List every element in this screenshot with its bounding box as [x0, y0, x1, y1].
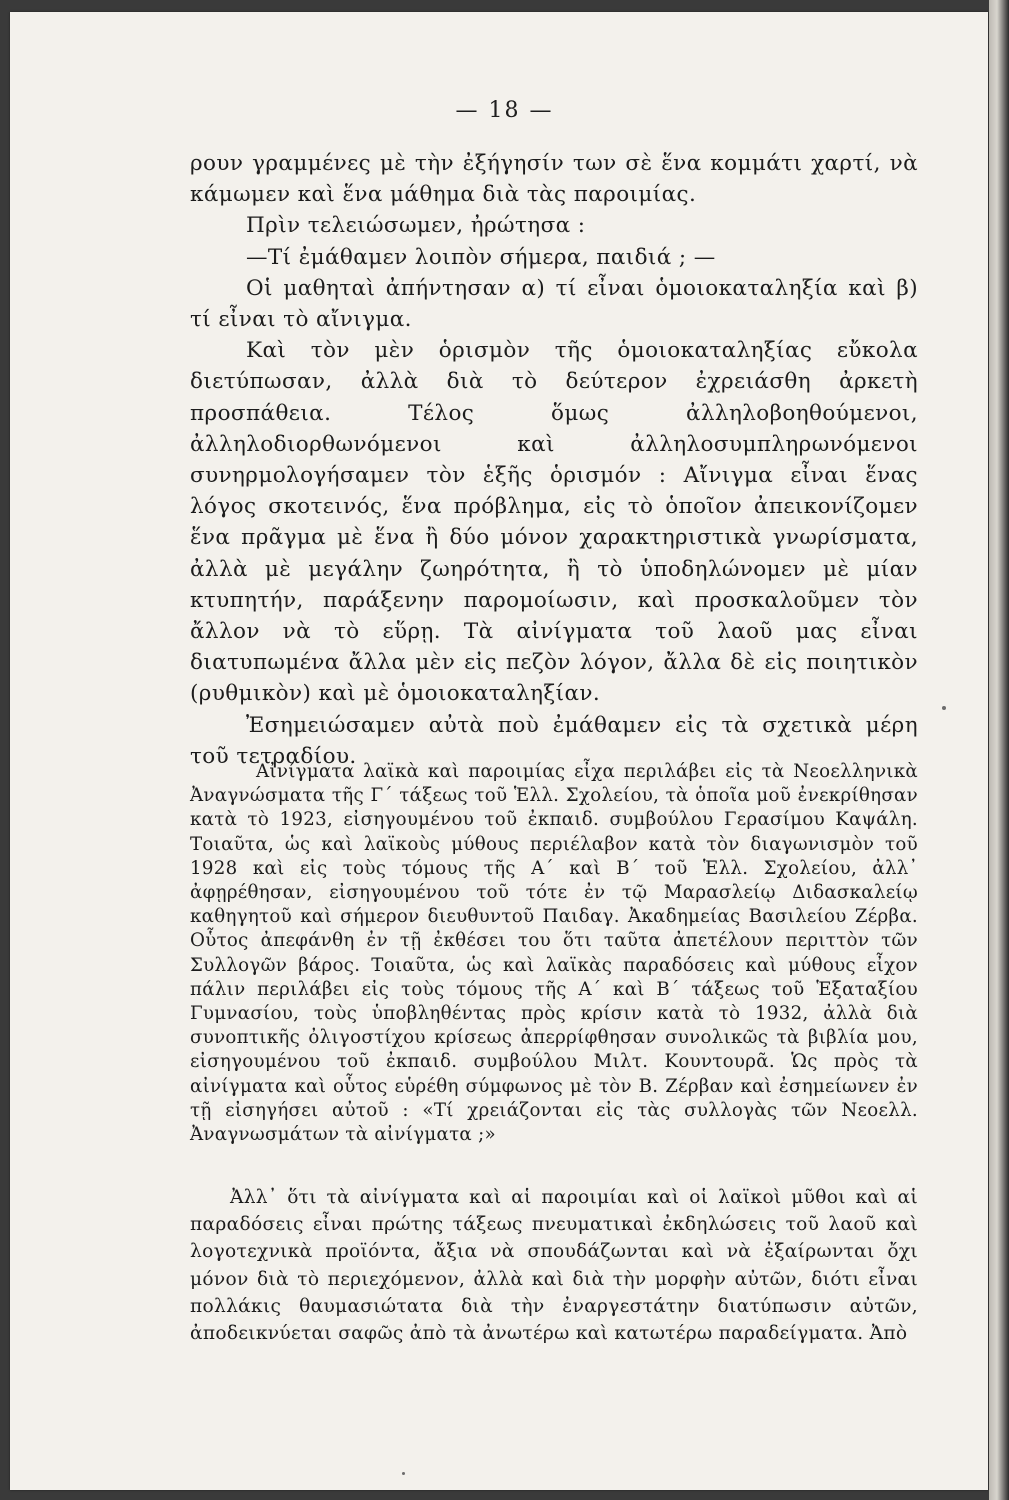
closing-paragraph: Ἀλλ᾿ ὅτι τὰ αἰνίγματα καὶ αἱ παροιμίαι καὶ οἱ λαϊκοὶ μῦθοι καὶ αἱ παραδόσεις εἶναι πρώτης τάξεως πνευματικαὶ ἐκδηλώσεις τοῦ λαοῦ καὶ λογοτεχνικὰ προϊόντα, ἄξια νὰ σπουδάζωνται καὶ νὰ ἐξαίρωνται ὄχι μόνον διὰ τὸ περιεχόμενον, ἀλλὰ καὶ διὰ τὴν μορφὴν αὐτῶν, διότι εἶναι πολλάκις θαυμασιώτατα διὰ τὴν ἐναργεστάτην διατύπωσιν αὐτῶν, ἀποδεικνύεται σαφῶς ἀπὸ τὰ ἀνωτέρω καὶ κατωτέρω παραδείγματα. Ἀπὸ: [190, 1187, 918, 1345]
main-paragraph-4: Οἱ μαθηταὶ ἀπήντησαν α) τί εἶναι ὁμοιοκαταληξία καὶ β) τί εἶναι τὸ αἴνιγμα.: [190, 275, 918, 333]
main-text: [190, 148, 918, 772]
closing-text: [190, 1184, 918, 1347]
main-paragraph-6: Ἐσημειώσαμεν αὐτὰ ποὺ ἐμάθαμεν εἰς τὰ σχετικὰ μέρη τοῦ τετραδίου.: [190, 712, 918, 769]
page-edge-shadow: [989, 0, 1009, 1500]
note-paragraph: Αἰνίγματα λαϊκὰ καὶ παροιμίας εἶχα περιλάβει εἰς τὰ Νεοελληνικὰ Ἀναγνώσματα τῆς Γ΄ τάξεως τοῦ Ἑλλ. Σχολείου, τὰ ὁποῖα μοῦ ἐνεκρίθησαν κατὰ τὸ 1923, εἰσηγουμένου τοῦ ἐκπαιδ. συμβούλου Γερασίμου Καψάλη. Τοιαῦτα, ὡς καὶ λαϊκοὺς μύθους περιέλαβον κατὰ τὸν διαγωνισμὸν τοῦ 1928 καὶ εἰς τοὺς τόμους τῆς Α΄ καὶ Β΄ τοῦ Ἑλλ. Σχολείου, ἀλλ᾿ ἀφῃρέθησαν, εἰσηγουμένου τοῦ τότε ἐν τῷ Μαρασλείῳ Διδασκαλείῳ καθηγητοῦ καὶ σήμερον διευθυντοῦ Παιδαγ. Ἀκαδημείας Βασιλείου Ζέρβα. Οὗτος ἀπεφάνθη ἐν τῇ ἐκθέσει του ὅτι ταῦτα ἀπετέλουν περιττὸν τῶν Συλλογῶν βάρος. Τοιαῦτα, ὡς καὶ λαϊκὰς παραδόσεις καὶ μύθους εἶχον πάλιν περιλάβει εἰς τοὺς τόμους τῆς Α΄ καὶ Β΄ τάξεως τοῦ Ἑξαταξίου Γυμνασίου, τοὺς ὑποβληθέντας πρὸς κρίσιν κατὰ τὸ 1932, ἀλλὰ διὰ συνοπτικῆς ὀλιγοστίχου κρίσεως ἀπερρίφθησαν συνολικῶς τὰ βιβλία μου, εἰσηγουμένου τοῦ ἐκπαιδ. συμβούλου Μιλτ. Κουντουρᾶ. Ὡς πρὸς τὰ αἰνίγματα καὶ οὗτος εὑρέθη σύμφωνος μὲ τὸν Β. Ζέρβαν καὶ ἐσημείωνεν ἐν τῇ εἰσηγήσει αὐτοῦ : «Τί χρειάζονται εἰς τὰς συλλογὰς τῶν Νεοελλ. Ἀναγνωσμάτων τὰ αἰνίγματα ;»: [190, 761, 918, 1146]
print-speck: [402, 1472, 405, 1475]
main-paragraph-5: Καὶ τὸν μὲν ὁρισμὸν τῆς ὁμοιοκαταληξίας εὔκολα διετύπωσαν, ἀλλὰ διὰ τὸ δεύτερον ἐχρειάσθη ἀρκετὴ προσπάθεια. Τέλος ὅμως ἀλληλοβοηθούμενοι, ἀλληλοδιορθωνόμενοι καὶ ἀλληλοσυμπληρωνόμενοι συνηρμολογήσαμεν τὸν ἑξῆς ὁρισμόν : Αἴνιγμα εἶναι ἕνας λόγος σκοτεινός, ἕνα πρόβλημα, εἰς τὸ ὁποῖον ἀπεικονίζομεν ἕνα πρᾶγμα μὲ ἕνα ἢ δύο μόνον χαρακτηριστικὰ γνωρίσματα, ἀλλὰ μὲ μεγάλην ζωηρότητα, ἢ τὸ ὑποδηλώνομεν μὲ μίαν κτυπητήν, παράξενην παρομοίωσιν, καὶ προσκαλοῦμεν τὸν ἄλλον νὰ τὸ εὕρῃ. Τὰ αἰνίγματα τοῦ λαοῦ μας εἶναι διατυπωμένα ἄλλα μὲν εἰς πεζὸν λόγον, ἄλλα δὲ εἰς ποιητικὸν (ρυθμικὸν) καὶ μὲ ὁμοιοκαταληξίαν.: [190, 338, 918, 707]
page-number: — 18 —: [455, 98, 554, 123]
note-text: [190, 760, 918, 1147]
main-paragraph-2: Πρὶν τελειώσωμεν, ἠρώτησα :: [246, 213, 586, 239]
main-paragraph-3: —Τί ἐμάθαμεν λοιπὸν σήμερα, παιδιά ; —: [246, 244, 716, 270]
main-paragraph-1: ρουν γραμμένες μὲ τὴν ἐξήγησίν των σὲ ἕνα κομμάτι χαρτί, νὰ κάμωμεν καὶ ἕνα μάθημα διὰ τὰς παροιμίας.: [190, 151, 918, 208]
print-speck: [942, 706, 946, 710]
